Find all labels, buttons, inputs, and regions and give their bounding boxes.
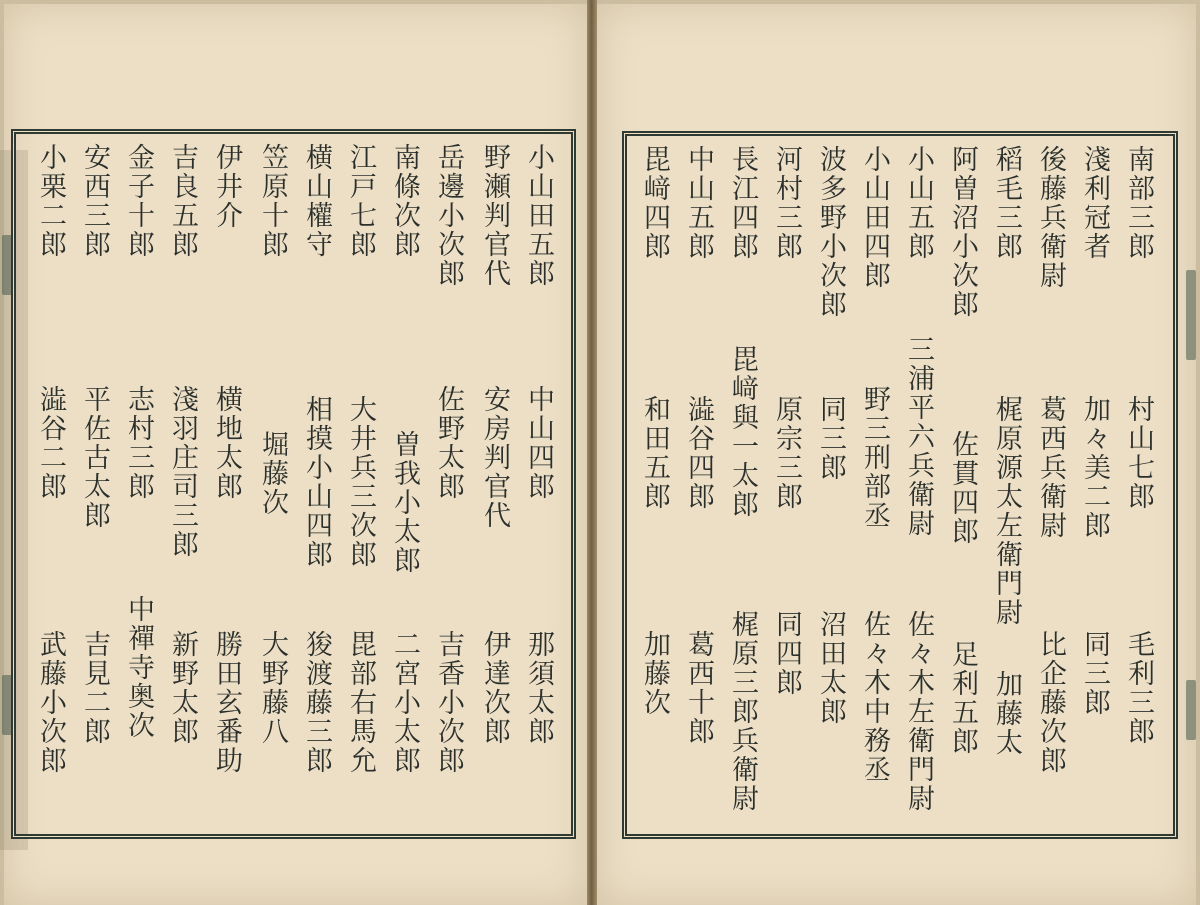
name-entry: 村山七郎: [1123, 395, 1154, 511]
name-entry: 安房判官代: [479, 385, 510, 530]
name-entry: 吉見二郎: [79, 630, 110, 746]
name-entry: 武藤小次郎: [35, 630, 66, 775]
name-entry: 江戸七郎: [345, 143, 376, 259]
name-entry: 安西三郎: [79, 143, 110, 259]
name-entry: 金子十郎: [123, 143, 154, 259]
name-entry: 同四郎: [771, 610, 802, 697]
name-entry: 三浦平六兵衛尉: [903, 335, 934, 538]
name-entry: 梶原源太左衛門尉: [991, 395, 1022, 627]
name-entry: 吉香小次郎: [433, 630, 464, 775]
name-entry: 小山田四郎: [859, 145, 890, 290]
right-edge-tab: [1186, 270, 1196, 360]
name-entry: 加藤太: [991, 670, 1022, 757]
name-entry: 狻渡藤三郎: [301, 630, 332, 775]
name-entry: 毘﨑四郎: [639, 145, 670, 261]
name-entry: 伊井介: [211, 143, 242, 230]
name-entry: 横地太郎: [211, 385, 242, 501]
name-entry: 吉良五郎: [167, 143, 198, 259]
name-entry: 中禪寺奥次: [123, 595, 154, 740]
name-entry: 南條次郎: [389, 143, 420, 259]
name-entry: 野三刑部丞: [859, 385, 890, 530]
left-edge-tab: [2, 235, 12, 295]
name-entry: 小山五郎: [903, 145, 934, 261]
name-entry: 加々美二郎: [1079, 395, 1110, 540]
name-entry: 原宗三郎: [771, 395, 802, 511]
name-entry: 葛西兵衛尉: [1035, 395, 1066, 540]
name-entry: 堀藤次: [257, 430, 288, 517]
name-entry: 志村三郎: [123, 385, 154, 501]
name-entry: 河村三郎: [771, 145, 802, 261]
name-entry: 大井兵三次郎: [345, 395, 376, 569]
name-entry: 毘﨑與一太郎: [727, 345, 758, 519]
name-entry: 足利五郎: [947, 640, 978, 756]
name-entry: 長江四郎: [727, 145, 758, 261]
name-entry: 葛西十郎: [683, 630, 714, 746]
name-entry: 大野藤八: [257, 630, 288, 746]
name-entry: 波多野小次郎: [815, 145, 846, 319]
name-entry: 比企藤次郎: [1035, 630, 1066, 775]
name-entry: 淺利冠者: [1079, 145, 1110, 261]
name-entry: 野瀬判官代: [479, 143, 510, 288]
left-edge-tab: [2, 675, 12, 735]
name-entry: 伊達次郎: [479, 630, 510, 746]
name-entry: 佐々木中務丞: [859, 610, 890, 784]
name-entry: 小山田五郎: [523, 143, 554, 288]
name-entry: 毘部右馬允: [345, 630, 376, 775]
name-entry: 笠原十郎: [257, 143, 288, 259]
name-entry: 南部三郎: [1123, 145, 1154, 261]
name-entry: 毛利三郎: [1123, 630, 1154, 746]
right-edge-tab: [1186, 680, 1196, 740]
name-entry: 中山四郎: [523, 385, 554, 501]
name-entry: 相摸小山四郎: [301, 395, 332, 569]
name-entry: 澁谷四郎: [683, 395, 714, 511]
name-entry: 那須太郎: [523, 630, 554, 746]
name-entry: 沼田太郎: [815, 610, 846, 726]
name-entry: 曽我小太郎: [389, 430, 420, 575]
name-entry: 同三郎: [1079, 630, 1110, 717]
name-entry: 同三郎: [815, 395, 846, 482]
name-entry: 梶原三郎兵衛尉: [727, 610, 758, 813]
name-entry: 二宮小太郎: [389, 630, 420, 775]
name-entry: 稻毛三郎: [991, 145, 1022, 261]
name-entry: 佐々木左衛門尉: [903, 610, 934, 813]
name-entry: 平佐古太郎: [79, 385, 110, 530]
name-entry: 阿曽沼小次郎: [947, 145, 978, 319]
name-entry: 加藤次: [639, 630, 670, 717]
name-entry: 和田五郎: [639, 395, 670, 511]
name-entry: 岳邊小次郎: [433, 143, 464, 288]
name-entry: 淺羽庄司三郎: [167, 385, 198, 559]
name-entry: 勝田玄番助: [211, 630, 242, 775]
name-entry: 小栗二郎: [35, 143, 66, 259]
name-entry: 中山五郎: [683, 145, 714, 261]
name-entry: 新野太郎: [167, 630, 198, 746]
book-gutter: [587, 0, 597, 905]
name-entry: 澁谷二郎: [35, 385, 66, 501]
name-entry: 佐貫四郎: [947, 430, 978, 546]
name-entry: 佐野太郎: [433, 385, 464, 501]
name-entry: 横山權守: [301, 143, 332, 259]
name-entry: 後藤兵衛尉: [1035, 145, 1066, 290]
